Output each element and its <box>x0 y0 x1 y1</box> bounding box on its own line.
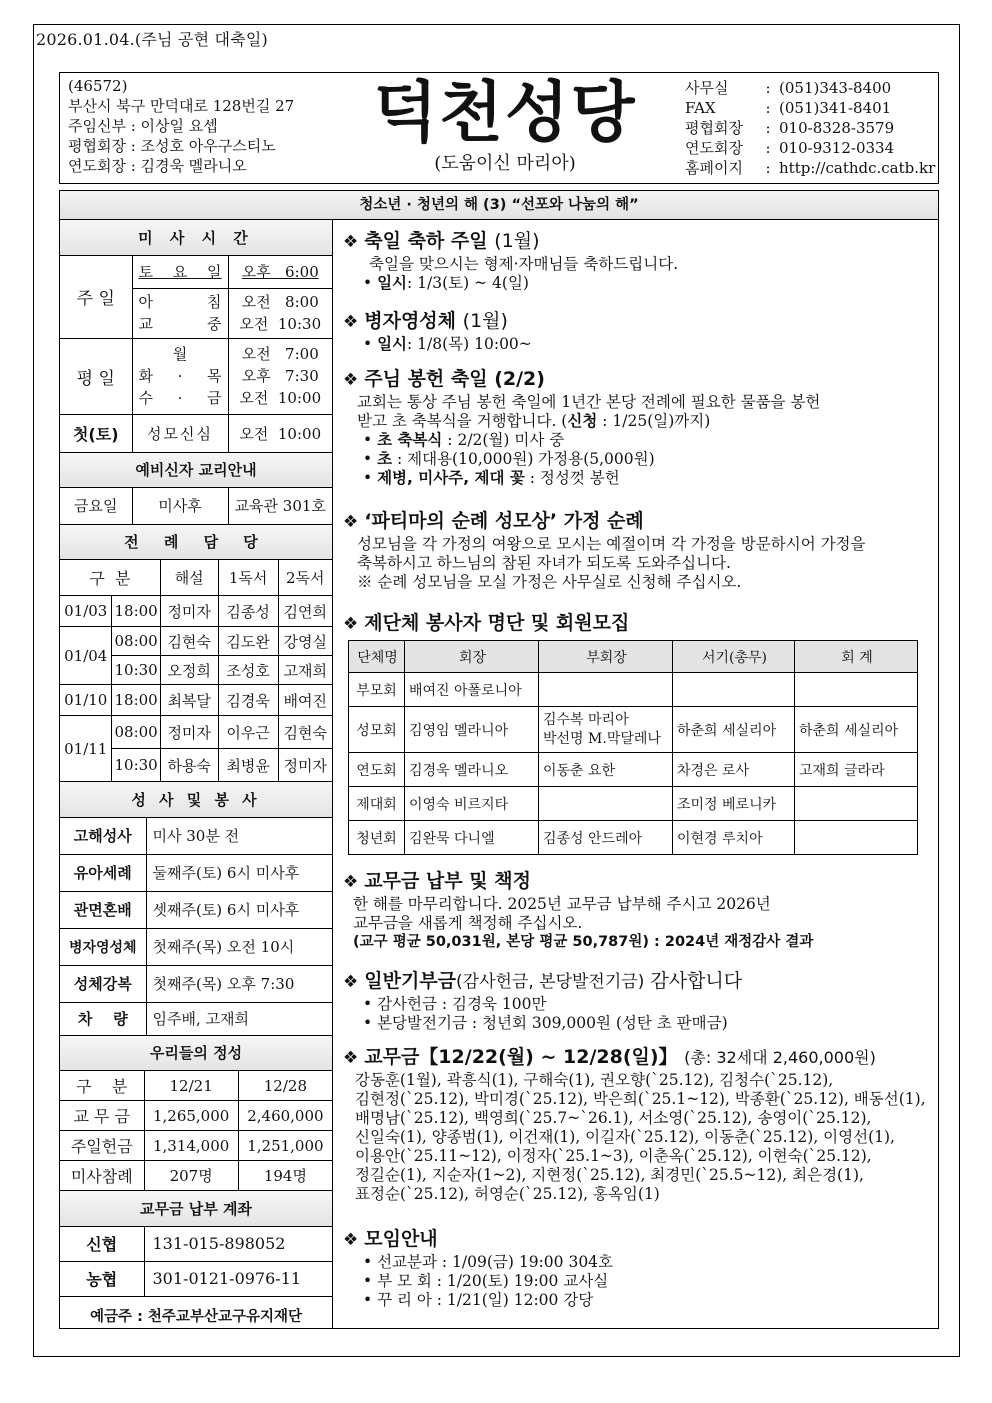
zipcode: (46572) <box>68 77 128 95</box>
parish-patron: (도움이신 마리아) <box>434 153 576 174</box>
mass-times-title: 미 사 시 간 <box>60 220 332 255</box>
notice-dues: ❖ 교무금 납부 및 책정 한 해를 마무리합니다. 2025년 교무금 납부해 주시고 2026년 교무금을 새롭게 책정해 주십시오. (교구 평균 50,031원, 본당 평균 50,787원) : 2024년 재정감사 결과 <box>343 870 814 950</box>
weekday-label: 평 일 <box>60 338 132 414</box>
diamond-bullet-icon: ❖ <box>343 1230 359 1250</box>
table-row: 고해성사 미사 30분 전 <box>60 817 332 854</box>
diamond-bullet-icon: ❖ <box>343 232 359 252</box>
notice-donations: ❖ 일반기부금(감사헌금, 본당발전기금) 감사합니다 • 감사헌금 : 김경욱 100만 • 본당발전기금 : 청년회 309,000원 (성탄 초 판매금) <box>343 970 743 1032</box>
parish-info <box>68 76 294 176</box>
diamond-bullet-icon: ❖ <box>343 1048 359 1068</box>
table-row: 성모회 김영임 멜라니아 김수복 마리아 박선명 M.막달레나 하춘희 세실리아 하춘희 세실리아 <box>349 707 918 753</box>
liturgy-title: 전 례 담 당 <box>60 525 332 560</box>
notice-organizations: ❖ 제단체 봉사자 명단 및 회원모집 <box>343 612 630 634</box>
diamond-bullet-icon: ❖ <box>343 614 359 634</box>
mass-times-table: 미 사 시 간 주 일 토 요 일 오후 6:00 아 침 교 중 오전 8:00 오전 10:30 평 일 월 화 · 목 수 · 금 오전 7:00 오후 7:30 오전 10:00 첫(토) 성모신심 오전 10:00 예비신자 교리안내 금요일 미사후 교육관 301호 <box>60 220 332 525</box>
contact-council: 평협회장 : 010-8328-3579 <box>685 119 895 137</box>
first-sat-label: 첫(토) <box>60 414 132 452</box>
table-row: 신협 131-015-898052 <box>60 1226 332 1261</box>
table-row: 병자영성체 첫째주(목) 오전 10시 <box>60 928 332 965</box>
table-row: 01/04 08:00 김현숙 김도완 강영실 <box>60 627 332 656</box>
council-president: 평협회장 : 조성호 아우구스티노 <box>68 137 276 155</box>
notice-presentation: ❖ 주님 봉헌 축일 (2/2) 교회는 통상 주님 봉헌 축일에 1년간 본당 전례에 필요한 물품을 봉헌 받고 초 축복식을 거행합니다. (신청 : 1/25(일)까지) • 초 축복식 : 2/2(월) 미사 중 • 초 : 제대용(10,000원) 가정용(5,000원) • 제병, 미사주, 제대 꽃 : 정성껏 봉헌 <box>343 368 821 487</box>
homepage-link[interactable]: http://cathdc.catb.kr <box>779 159 936 177</box>
table-row: 부모회 배여진 아폴로니아 <box>349 673 918 707</box>
table-row: 유아세례 둘째주(토) 6시 미사후 <box>60 854 332 891</box>
catechumen-title: 예비신자 교리안내 <box>60 452 332 487</box>
table-row: 주일헌금 1,314,000 1,251,000 <box>60 1131 332 1161</box>
bulletin-date: 2026.01.04.(주님 공현 대축일) <box>36 30 268 49</box>
offerings-table: 우리들의 정성 구 분 12/21 12/28 교 무 금 1,265,000 2,460,000 주일헌금 1,314,000 1,251,000 미사참례 207명 194명 <box>60 1036 332 1192</box>
sunday-label: 주 일 <box>60 255 132 338</box>
diamond-bullet-icon: ❖ <box>343 972 359 992</box>
diamond-bullet-icon: ❖ <box>343 312 359 332</box>
organizations-table: 단체명 회장 부회장 서기(총무) 회 계 부모회 배여진 아폴로니아 성모회 김영임 멜라니아 김수복 마리아 박선명 M.막달레나 하춘희 세실리아 하춘희 세실리아 연도회 김경욱 멜라니오 이동춘 요한 차경은 로사 고재희 글라라 제대회 이영숙 비르지타 조미정 베로니카 청년회 김완묵 다니엘 김종성 안드레아 이현경 루치아 <box>348 640 918 855</box>
notice-meetings: ❖ 모임안내 • 선교분과 : 1/09(금) 19:00 304호 • 부 모 회 : 1/20(토) 19:00 교사실 • 꾸 리 아 : 1/21(일) 12:00 강당 <box>343 1228 614 1309</box>
contact-homepage: 홈페이지 : http://cathdc.catb.kr <box>685 159 936 177</box>
notice-feast: ❖ 축일 축하 주일 (1월) 축일을 맞으시는 형제·자매님들 축하드립니다. • 일시: 1/3(토) ~ 4(일) <box>343 230 679 292</box>
parish-title-block <box>360 73 650 175</box>
accounts-table <box>60 1191 332 1334</box>
notice-sick-communion: ❖ 병자영성체 (1월) • 일시: 1/8(목) 10:00~ <box>343 310 532 353</box>
contact-elders: 연도회장 : 010-9312-0334 <box>685 139 895 157</box>
table-row: 01/11 08:00 정미자 이우근 김현숙 <box>60 716 332 749</box>
sacraments-table <box>60 782 332 1036</box>
contact-office: 사무실 : (051)343-8400 <box>685 79 892 97</box>
liturgy-table: 전 례 담 당 구 분 해설 1독서 2독서 01/03 18:00 정미자 김종성 김연희 01/04 08:00 김현숙 김도완 강영실 10:30 오정희 조성호 고재희 01/10 18:00 최복달 김경욱 배여진 01/11 08:00 정미자 이우근 김현숙 10:30 하용숙 최병윤 정미자 <box>60 525 332 783</box>
table-row: 청년회 김완묵 다니엘 김종성 안드레아 이현경 루치아 <box>349 821 918 855</box>
notice-fatima: ❖ ‘파티마의 순례 성모상’ 가정 순례 성모님을 각 가정의 여왕으로 모시는 예절이며 각 가정을 방문하시어 가정을 축복하시고 하느님의 참된 자녀가 되도록 도와주십니다. ※ 순례 성모님을 모실 가정은 사무실로 신청해 주십시오. <box>343 510 866 591</box>
contact-fax: FAX : (051)341-8401 <box>685 99 892 117</box>
table-row: 제대회 이영숙 비르지타 조미정 베로니카 <box>349 787 918 821</box>
table-row: 차 량 임주배, 고재희 <box>60 1002 332 1035</box>
table-row: 01/10 18:00 최복달 김경욱 배여진 <box>60 685 332 716</box>
diamond-bullet-icon: ❖ <box>343 872 359 892</box>
table-row: 성체강복 첫째주(목) 오후 7:30 <box>60 965 332 1002</box>
account-holder: 예금주 : 천주교부산교구유지재단 <box>60 1296 332 1334</box>
table-row: 10:30 하용숙 최병윤 정미자 <box>60 749 332 782</box>
table-row: 10:30 오정희 조성호 고재희 <box>60 656 332 685</box>
elders-president: 연도회장 : 김경욱 멜라니오 <box>68 157 247 175</box>
address: 부산시 북구 만덕대로 128번길 27 <box>68 97 295 115</box>
table-row: 연도회 김경욱 멜라니오 이동춘 요한 차경은 로사 고재희 글라라 <box>349 753 918 787</box>
notice-dues-list: ❖ 교무금【12/22(월) ~ 12/28(일)】 (총: 32세대 2,460,000원) 강동훈(1월), 곽흥식(1), 구해숙(1), 권오향(`25.12), 김청수(`25.12), 김현정(`25.12), 박미경(`25.12), 박은희(`25.1~12), 박종환(`25.12), 배동선(1), 배명남(`25.12), 백영희(`25.7~`26.1), 서소영(`25.12), 송영이(`25.12), 신일숙(1), 양종범(1), 이건재(1), 이길자(`25.12), 이동춘(`25.12), 이영선(1), 이용안(`25.11~12), 이정자(`25.1~3), 이춘옥(`25.12), 이현숙(`25.12), 정길순(1), 지순자(1~2), 지현정(`25.12), 최경민(`25.5~12), 최은경(1), 표정순(`25.12), 허영순(`25.12), 홍옥임(1) <box>343 1046 926 1203</box>
pastor: 주임신부 : 이상일 요셉 <box>68 117 218 135</box>
diamond-bullet-icon: ❖ <box>343 370 359 390</box>
table-row: 농협 301-0121-0976-11 <box>60 1261 332 1296</box>
sacraments-title: 성 사 및 봉 사 <box>60 782 332 817</box>
table-row: 교 무 금 1,265,000 2,460,000 <box>60 1101 332 1131</box>
right-column <box>333 220 939 1329</box>
diamond-bullet-icon: ❖ <box>343 512 359 532</box>
left-column <box>59 220 333 1329</box>
contact-list <box>685 78 935 178</box>
table-row: 관면혼배 셋째주(토) 6시 미사후 <box>60 891 332 928</box>
parish-name: 덕천성당 <box>373 74 637 151</box>
accounts-title: 교무금 납부 계좌 <box>60 1191 332 1226</box>
table-row: 미사참례 207명 194명 <box>60 1161 332 1191</box>
table-row: 01/03 18:00 정미자 김종성 김연희 <box>60 596 332 627</box>
offerings-title: 우리들의 정성 <box>60 1036 332 1071</box>
year-theme-banner: 청소년 · 청년의 해 (3) “선포와 나눔의 해” <box>59 190 939 220</box>
masthead <box>59 72 939 184</box>
